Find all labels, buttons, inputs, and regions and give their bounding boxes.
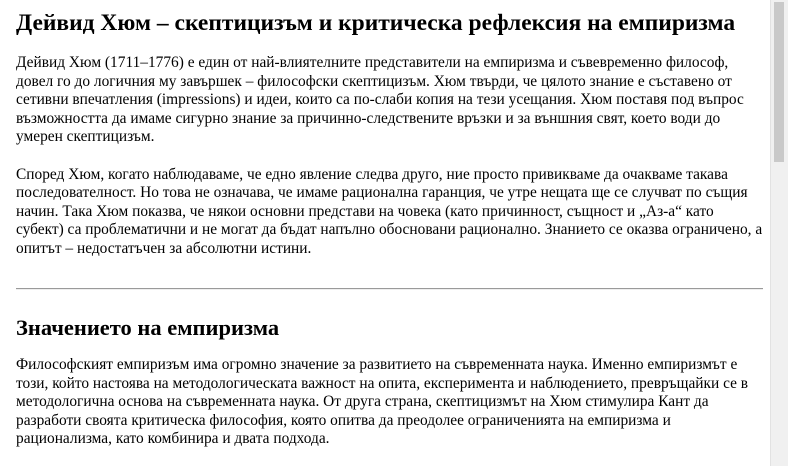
section-empiricism-significance — [16, 314, 764, 449]
paragraph-hume-causality: Според Хюм, когато наблюдаваме, че едно явление следва друго, ние просто привикваме да очакваме такава последователност. Но това не означава, че имаме рационална гаранция, че утре нещата ще се случват по същия начин. Така Хюм показва, че някои основни представи на човека (като причинност, същност и „Аз-а“ като субект) са проблематични и не могат да бъдат напълно обосновани рационално. Знанието се оказва ограничено, а опитът – недостатъчен за абсолютни истини. — [16, 165, 763, 257]
paragraph-empiricism-significance: Философският емпиризъм има огромно значение за развитието на съвременната наука. Именно емпиризмът е този, който настоява на методологическата важност на опита, експеримента и наблюдението, превръщайки се в методологична основа на съвременната наука. От друга страна, скептицизмът на Хюм стимулира Кант да разработи своята критическа философия, която опитва да преодолее ограниченията на емпиризма и рационализма, като комбинира и двата подхода. — [16, 356, 749, 448]
paragraph-hume-intro: Дейвид Хюм (1711–1776) е един от най-влиятелните представители на емпиризма и съвевременно философ, довел го до логичния му завършек – философски скептицизъм. Хюм твърди, че цялото знание е съставено от сетивни впечатления (impressions) и идеи, които са по-слаби копия на тези усещания. Хюм поставя под въпрос възможността да имаме сигурно знание за причинно-следствените връзки и за външния свят, което води до умерен скептицизъм. — [16, 54, 744, 146]
page-title: Дейвид Хюм – скептицизъм и критическа рефлексия на емпиризма — [16, 10, 736, 36]
scrollbar-thumb[interactable] — [774, 2, 784, 162]
document-page — [16, 0, 764, 448]
horizontal-divider — [16, 288, 763, 290]
vertical-scrollbar[interactable] — [770, 0, 788, 466]
section-heading: Значението на емпиризма — [16, 315, 280, 340]
